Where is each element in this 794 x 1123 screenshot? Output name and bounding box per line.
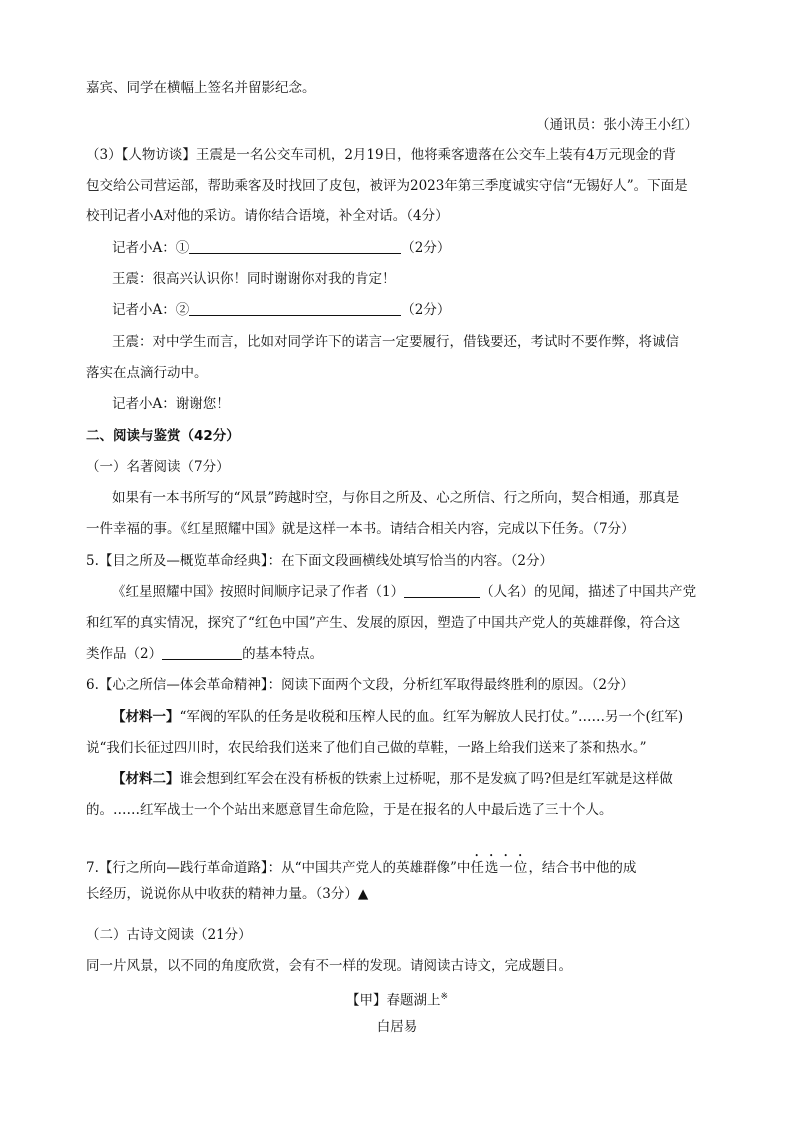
answer-blank-3[interactable] bbox=[404, 583, 480, 598]
answer-blank-2[interactable] bbox=[189, 301, 401, 316]
subsection-heading: （一）名著阅读（7分） bbox=[86, 459, 230, 475]
question-5: 5.【目之所及—概览革命经典】：在下面文段画横线处填写恰当的内容。（2分） bbox=[86, 553, 553, 569]
text-line: 嘉宾、同学在横幅上签名并留影纪念。 bbox=[86, 80, 316, 96]
text-segment: 谁会想到红军会在没有桥板的铁索上过桥呢，那不是发疯了吗?但是红军就是这样做 bbox=[179, 771, 673, 787]
text-line: 的。……红军战士一个个站出来愿意冒生命危险，于是在报名的人中最后选了三十个人。 bbox=[86, 802, 613, 818]
answer-blank-1[interactable] bbox=[189, 239, 401, 254]
text-line bbox=[112, 582, 696, 602]
text-line: 校刊记者小A对他的采访。请你结合语境，补全对话。（4分） bbox=[86, 208, 449, 224]
dialogue-prefix: 记者小A：② bbox=[112, 302, 190, 318]
dialogue-line-5: 记者小A：谢谢您！ bbox=[112, 396, 230, 412]
question-6: 6.【心之所信—体会革命精神】：阅读下面两个文段，分析红军取得最终胜利的原因。（2分） bbox=[86, 677, 634, 693]
text-line: 长经历，说说你从中收获的精神力量。（3分）▲ bbox=[86, 886, 369, 902]
footnote-mark: ※ bbox=[440, 992, 449, 1002]
poem-author: 白居易 bbox=[376, 1019, 418, 1035]
text-segment: “军阀的军队的任务是收税和压榨人民的血。红军为解放人民打仗。”……另一个(红军) bbox=[179, 709, 684, 725]
text-line: 说“我们长征过四川时，农民给我们送来了他们自己做的草鞋，一路上给我们送来了茶和热水。” bbox=[86, 740, 647, 756]
text-line: 同一片风景，以不同的角度欣赏，会有不一样的发现。请阅读古诗文，完成题目。 bbox=[86, 958, 572, 974]
correspondent-credit: （通讯员：张小涛王小红） bbox=[536, 117, 698, 133]
poem-title bbox=[0, 987, 794, 1011]
emphasis-text: 任选一位 bbox=[470, 860, 529, 876]
material-2 bbox=[112, 769, 673, 789]
text-segment: 《红星照耀中国》按照时间顺序记录了作者（1） bbox=[112, 584, 405, 600]
subsection-heading: （二）古诗文阅读（21分） bbox=[86, 927, 252, 943]
text-line: （3）【人物访谈】王震是一名公交车司机，2月19日，他将乘客遗落在公交车上装有4万元现金的背 bbox=[86, 147, 676, 163]
section-heading: 二、阅读与鉴赏（42分） bbox=[86, 428, 240, 444]
text-line: 和红军的真实情况，探究了“红色中国”产生、发展的原因，塑造了中国共产党人的英雄群像，符合这 bbox=[86, 615, 681, 631]
text-segment: 的基本特点。 bbox=[242, 646, 324, 662]
dialogue-line-3 bbox=[112, 300, 450, 320]
text-segment: ，结合书中他的成 bbox=[528, 860, 637, 876]
score-note: （2分） bbox=[401, 240, 451, 256]
material-label: 【材料一】 bbox=[112, 709, 180, 725]
question-7 bbox=[86, 852, 636, 878]
answer-blank-4[interactable] bbox=[162, 645, 242, 660]
text-line: 落实在点滴行动中。 bbox=[86, 365, 208, 381]
text-line: 一件幸福的事。《红星照耀中国》就是这样一本书。请结合相关内容，完成以下任务。（7分） bbox=[86, 521, 635, 537]
dialogue-line-1 bbox=[112, 238, 450, 258]
dialogue-prefix: 记者小A：① bbox=[112, 240, 190, 256]
dialogue-line-4: 王震：对中学生而言，比如对同学许下的诺言一定要履行，借钱要还，考试时不要作弊，将诚信 bbox=[112, 334, 679, 350]
score-note: （2分） bbox=[401, 302, 451, 318]
text-line: 包交给公司营运部，帮助乘客及时找回了皮包，被评为2023年第三季度诚实守信“无锡好人”。下面是 bbox=[86, 178, 688, 194]
text-line bbox=[86, 644, 323, 664]
dialogue-line-2: 王震：很高兴认识你！同时谢谢你对我的肯定！ bbox=[112, 271, 396, 287]
poem-title-text: 【甲】春题湖上 bbox=[345, 992, 441, 1009]
material-label: 【材料二】 bbox=[112, 771, 180, 787]
text-segment: 7.【行之所向—践行革命道路】：从“中国共产党人的英雄群像”中 bbox=[86, 860, 471, 876]
text-segment: （人名）的见闻，描述了中国共产党 bbox=[480, 584, 697, 600]
text-line: 如果有一本书所写的“风景”跨越时空，与你目之所及、心之所信、行之所向，契合相通，那真是 bbox=[112, 490, 680, 506]
material-1 bbox=[112, 707, 683, 727]
text-segment: 类作品（2） bbox=[86, 646, 163, 662]
